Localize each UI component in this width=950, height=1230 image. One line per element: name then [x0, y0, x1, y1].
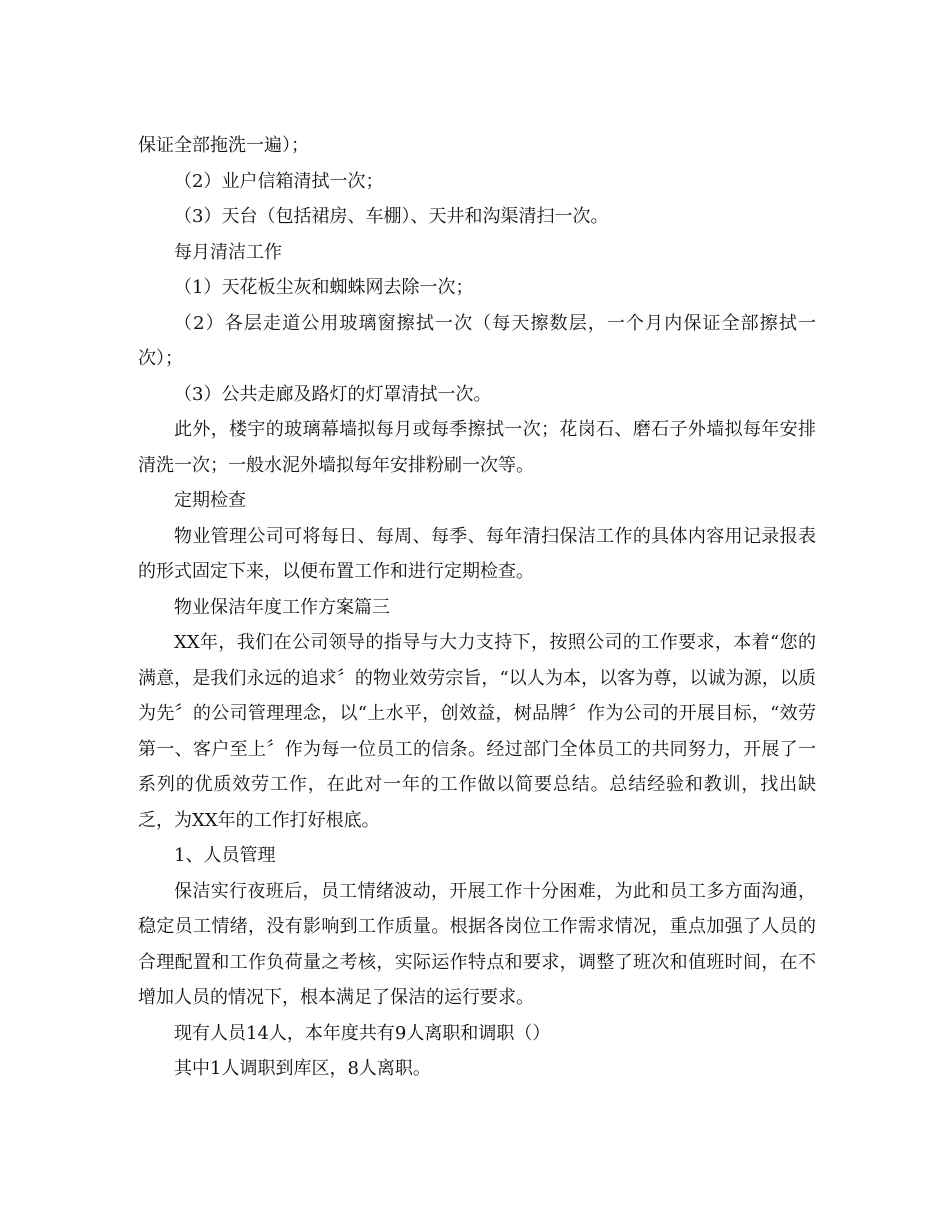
paragraph: （2）各层走道公用玻璃窗擦拭一次（每天擦数层，一个月内保证全部擦拭一次）； [138, 312, 816, 369]
section-heading: 物业保洁年度工作方案篇三 [174, 596, 390, 618]
paragraph: 现有人员14人，本年度共有9人离职和调职（） [174, 1022, 551, 1044]
document-body [138, 128, 816, 1087]
paragraph: （2）业户信箱清拭一次； [174, 170, 384, 192]
paragraph: （3）天台（包括裙房、车棚）、天井和沟渠清扫一次。 [174, 206, 609, 227]
paragraph: 其中1人调职到库区，8人离职。 [174, 1058, 431, 1079]
paragraph: 物业管理公司可将每日、每周、每季、每年清扫保洁工作的具体内容用记录报表的形式固定下来，以便布置工作和进行定期检查。 [138, 525, 816, 582]
section-heading: 1、人员管理 [174, 845, 276, 866]
section-heading: 定期检查 [174, 490, 246, 511]
paragraph: （1）天花板尘灰和蜘蛛网去除一次； [174, 277, 474, 298]
paragraph: （3）公共走廊及路灯的灯罩清拭一次。 [174, 383, 492, 405]
section-heading: 每月清洁工作 [174, 241, 282, 263]
paragraph: XX年，我们在公司领导的指导与大力支持下，按照公司的工作要求，本着“您的满意，是我们永远的追求〞的物业效劳宗旨，“以人为本，以客为尊，以诚为源，以质为先〞的公司管理理念，以“上水平，创效益，树品牌〞作为公司的开展目标，“效劳第一、客户至上〞作为每一位员工的信条。经过部门全体员工的共同努力，开展了一系列的优质效劳工作，在此对一年的工作做以简要总结。总结经验和教训，找出缺乏，为XX年的工作打好根底。 [138, 632, 816, 831]
paragraph: 保洁实行夜班后，员工情绪波动，开展工作十分困难，为此和员工多方面沟通，稳定员工情绪，没有影响到工作质量。根据各岗位工作需求情况，重点加强了人员的合理配置和工作负荷量之考核，实际运作特点和要求，调整了班次和值班时间，在不增加人员的情况下，根本满足了保洁的运行要求。 [138, 880, 816, 1008]
paragraph: 此外，楼宇的玻璃幕墙拟每月或每季擦拭一次；花岗石、磨石子外墙拟每年安排清洗一次；一般水泥外墙拟每年安排粉刷一次等。 [138, 419, 816, 476]
paragraph: 保证全部拖洗一遍）； [138, 135, 309, 156]
